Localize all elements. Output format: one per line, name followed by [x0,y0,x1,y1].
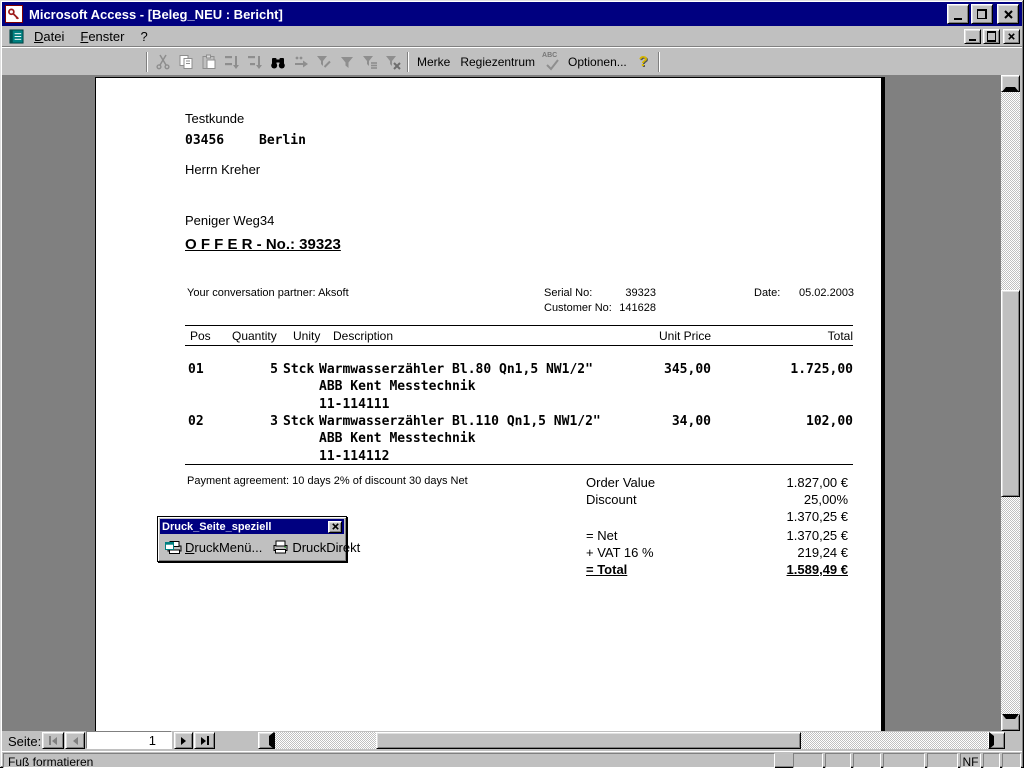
menu-fenster-key: F [80,28,89,44]
menu-help-label: ? [140,28,148,44]
last-page-icon [207,736,209,745]
mdi-minimize-icon [969,39,976,41]
item-unit-price: 34,00 [671,414,711,429]
remove-filter-icon [385,54,401,70]
minimize-icon [954,18,962,20]
sort-ascending-button[interactable] [220,51,243,73]
item-pos: 01 [188,362,204,377]
grand-total-value: 1.589,49 € [786,562,848,577]
city: Berlin [259,133,306,148]
menu-datei-rest: atei [43,28,65,44]
spellcheck-icon [543,55,559,71]
filter-by-form-button[interactable] [312,51,335,73]
postal-code: 03456 [185,133,225,148]
druck-toolbar-title: Druck_Seite_speziell [162,520,272,533]
mdi-restore-icon [987,32,996,41]
report-preview-area[interactable] [2,75,1001,731]
druckmenu-button[interactable] [162,538,265,556]
v-scroll-up-button[interactable] [1001,75,1020,92]
col-pos: Pos [190,329,211,343]
arrow-left-icon [259,732,274,749]
total-value: 219,24 € [797,545,848,560]
status-text: Fuß formatieren [3,753,775,768]
h-scroll-right-button[interactable] [988,732,1005,749]
report-icon [9,29,24,44]
paste-icon [201,54,217,70]
druckmenu-rest: ruckMenü... [194,539,263,555]
apply-filter-icon [362,54,378,70]
spellcheck-abc-label: ABC [542,51,558,59]
payment-terms: Payment agreement: 10 days 2% of discount 30 days Net [187,475,468,487]
item-description-2: ABB Kent Messtechnik [319,379,476,394]
total-label: = Net [586,528,618,543]
total-label: Order Value [586,475,656,490]
arrow-down-icon [1002,714,1019,731]
prev-page-button[interactable] [65,732,85,749]
col-unity: Unity [293,329,321,343]
arrow-right-icon [989,732,1004,749]
find-button[interactable] [266,51,289,73]
printer-menu-icon [165,539,182,555]
copy-icon [178,54,194,70]
item-description: Warmwasserzähler Bl.80 Qn1,5 NW1/2" [319,362,593,377]
filter-icon [339,54,355,70]
druck-close-icon [332,523,339,530]
item-article-no: 11-114111 [319,397,390,412]
sort-descending-button[interactable] [243,51,266,73]
h-scroll-thumb[interactable] [376,732,801,749]
close-icon [1004,10,1013,19]
restore-button[interactable] [971,4,993,24]
druckdirekt-button[interactable] [269,538,363,556]
prev-page-icon [73,737,78,745]
v-scroll-thumb[interactable] [1001,290,1020,497]
offer-headline: O F F E R - No.: 39323 [185,236,341,253]
status-panel [825,753,851,768]
menu-fenster-rest: enster [88,28,125,44]
menu-datei-key: D [34,28,44,44]
filter-by-form-icon [316,54,332,70]
paste-button[interactable] [197,51,220,73]
menu-item-fenster[interactable] [72,27,132,46]
status-panel [983,753,1000,768]
customer-address [185,76,274,263]
access-app-icon[interactable] [5,5,23,23]
first-page-icon [52,737,57,745]
report-system-menu[interactable] [6,28,26,45]
item-article-no: 11-114112 [319,449,390,464]
druckdirekt-label: DruckDirekt [292,539,361,555]
item-qty: 3 [270,414,278,429]
menu-item-help[interactable] [132,27,155,46]
mdi-close-icon [1008,33,1015,40]
access-key-icon [7,7,21,21]
status-panel [793,753,823,768]
col-quantity: Quantity [232,329,277,343]
col-unit-price: Unit Price [659,329,712,343]
date-label: Date: [754,287,781,299]
druckmenu-label [185,540,262,555]
item-unit-price: 345,00 [664,362,711,377]
remove-filter-button[interactable] [381,51,404,73]
druck-toolbar-body [160,534,361,559]
mdi-close-button[interactable] [1003,29,1020,44]
printer-icon [272,539,289,555]
close-button[interactable] [997,4,1019,24]
v-scrollbar[interactable] [1001,75,1020,731]
page-nav-row [2,731,1020,750]
title-bar[interactable] [2,2,1022,26]
apply-filter-button[interactable] [358,51,381,73]
toolbar-separator [658,52,660,72]
status-panel [853,753,881,768]
customer-no-value: 141628 [619,302,656,314]
partner-line: Your conversation partner: Aksoft [187,287,349,299]
status-panel [883,753,925,768]
item-description: Warmwasserzähler Bl.110 Qn1,5 NW1/2" [319,414,601,429]
address-line: Herrn Kreher [185,162,261,177]
spellcheck-button[interactable] [540,51,563,73]
next-page-button[interactable] [174,732,193,749]
cut-icon [155,54,171,70]
total-label: Discount [586,492,637,507]
item-unity: Stck [283,362,315,377]
druck-toolbar-titlebar[interactable] [160,519,344,534]
help-icon: ? [638,53,648,70]
total-value: 1.827,00 € [786,475,848,490]
menu-item-datei[interactable] [26,27,72,46]
h-scroll-left-button[interactable] [258,732,275,749]
druck-toolbar[interactable] [157,516,361,562]
serial-no-value: 39323 [625,287,656,299]
window-title: Microsoft Access - [Beleg_NEU : Bericht] [29,6,283,22]
mdi-restore-button[interactable] [983,29,1000,44]
last-page-icon [201,737,206,745]
col-description: Description [333,329,394,343]
item-qty: 5 [270,362,278,377]
goto-record-button[interactable] [289,51,312,73]
arrow-up-icon [1002,75,1019,92]
next-page-icon [181,737,186,745]
druck-toolbar-close-button[interactable] [328,521,342,533]
item-pos: 02 [188,414,204,429]
table-bottom-rule [185,464,853,465]
report-page[interactable] [95,77,885,731]
last-page-button[interactable] [194,732,215,749]
minimize-button[interactable] [947,4,969,24]
cut-button[interactable] [151,51,174,73]
status-panel [927,753,958,768]
table-top-rule [185,325,853,326]
page-nav-label: Seite: [8,734,42,749]
restore-icon [977,9,987,19]
status-bar [2,751,1022,768]
toolbar-separator [146,52,148,72]
date-value: 05.02.2003 [799,287,855,299]
sort-descending-icon [247,54,263,70]
find-icon [270,54,286,70]
grand-total-label: = Total [586,562,628,577]
item-total: 1.725,00 [790,362,853,377]
address-line: Testkunde [185,111,245,126]
sort-ascending-icon [224,54,240,70]
address-line: Peniger Weg34 [185,213,275,228]
merke-button[interactable]: Merke [417,54,451,69]
mdi-minimize-button[interactable] [964,29,981,44]
v-scroll-down-button[interactable] [1001,714,1020,731]
first-page-icon [49,736,51,745]
numlock-indicator: NF [960,753,981,768]
col-total: Total [827,329,853,343]
serial-no-label: Serial No: [544,287,593,299]
regiezentrum-button[interactable]: Regiezentrum [460,54,536,69]
toolbar-separator [407,52,409,72]
copy-button[interactable] [174,51,197,73]
item-total: 102,00 [806,414,853,429]
page-number-input[interactable] [86,731,172,749]
total-label: + VAT 16 % [586,545,654,560]
table-header-rule [185,345,853,346]
filter-button[interactable] [335,51,358,73]
first-page-button[interactable] [42,732,64,749]
main-toolbar [2,48,1022,75]
customer-no-label: Customer No: [544,302,612,314]
total-value: 25,00% [803,492,848,507]
total-value: 1.370,25 € [786,528,848,543]
item-description-2: ABB Kent Messtechnik [319,431,476,446]
h-scrollbar[interactable] [258,732,1005,749]
goto-record-icon [293,54,309,70]
druckmenu-key: D [185,539,195,555]
status-panel [1002,753,1021,768]
menu-bar [2,26,1022,47]
item-unity: Stck [283,414,315,429]
help-button[interactable] [632,51,655,73]
optionen-button[interactable]: Optionen... [568,54,627,69]
total-value: 1.370,25 € [786,509,848,524]
